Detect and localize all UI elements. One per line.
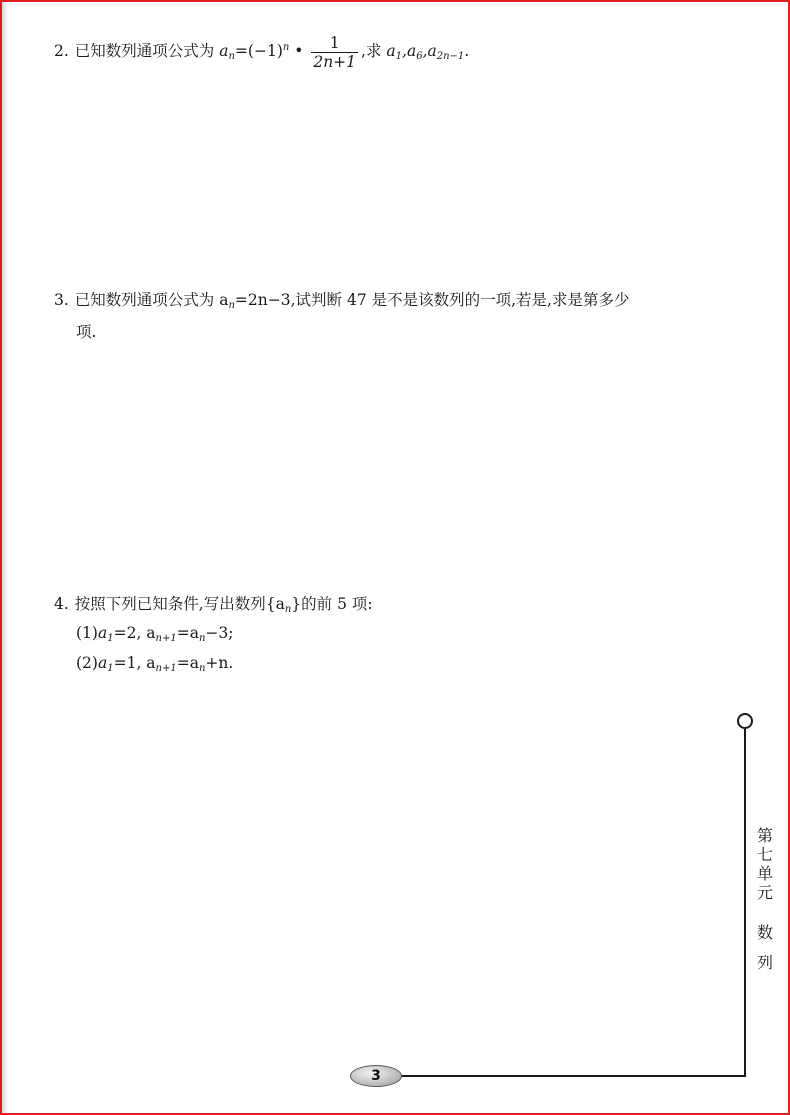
formula-term: −3; bbox=[205, 624, 234, 642]
fraction bbox=[311, 34, 358, 71]
question-text: ,求 bbox=[361, 42, 387, 60]
formula-term: =a bbox=[176, 654, 199, 672]
question-number: 4. bbox=[54, 595, 69, 613]
formula-term: =1, a bbox=[113, 654, 156, 672]
question-3 bbox=[54, 284, 629, 322]
question-text: 项. bbox=[76, 323, 97, 341]
formula-subscript: 1 bbox=[395, 51, 403, 62]
formula-term: ,a bbox=[422, 42, 437, 60]
question-text: }的前 5 项: bbox=[291, 595, 373, 613]
chapter-topic: 数列 bbox=[756, 923, 773, 972]
fraction-numerator: 1 bbox=[311, 34, 358, 53]
question-4-part-2 bbox=[76, 654, 233, 674]
question-4 bbox=[54, 588, 373, 626]
formula-exponent: n bbox=[282, 42, 290, 53]
question-text: 已知数列通项公式为 bbox=[74, 42, 220, 60]
formula-term: =(−1) bbox=[234, 42, 283, 60]
fraction-denominator: 2n+1 bbox=[313, 52, 357, 71]
question-3-line-2 bbox=[76, 316, 96, 348]
formula-term: =a bbox=[176, 624, 199, 642]
formula-subscript: n+1 bbox=[155, 633, 177, 644]
question-number: 3. bbox=[54, 291, 69, 309]
question-number: 2. bbox=[54, 42, 69, 60]
chapter-marker-circle bbox=[737, 713, 753, 729]
formula-term: ,a bbox=[402, 42, 417, 60]
formula-term: =2, a bbox=[113, 624, 156, 642]
formula-subscript: 1 bbox=[107, 633, 114, 644]
formula-term: a bbox=[219, 42, 229, 60]
formula-subscript: n bbox=[228, 51, 235, 62]
formula-term: a bbox=[97, 624, 108, 642]
formula-subscript: n bbox=[198, 663, 206, 674]
part-label: (2) bbox=[76, 654, 98, 672]
question-2 bbox=[54, 32, 469, 73]
part-label: (1) bbox=[76, 624, 98, 642]
formula-subscript: 6 bbox=[416, 51, 423, 62]
formula-term: +n. bbox=[205, 654, 234, 672]
formula-subscript: n bbox=[198, 633, 206, 644]
formula-dot: • bbox=[289, 42, 309, 60]
formula-subscript: n+1 bbox=[155, 663, 177, 674]
formula-term: . bbox=[464, 42, 470, 60]
formula-term: a bbox=[97, 654, 108, 672]
formula-subscript: 1 bbox=[107, 663, 114, 674]
page-number: 3 bbox=[350, 1065, 402, 1087]
question-text: 已知数列通项公式为 a bbox=[74, 291, 229, 309]
question-text: 按照下列已知条件,写出数列{a bbox=[74, 595, 285, 613]
formula-subscript: 2n−1 bbox=[436, 51, 465, 62]
question-text: =2n−3,试判断 47 是不是该数列的一项,若是,求是第多少 bbox=[234, 291, 630, 309]
formula-subscript: n bbox=[228, 300, 235, 311]
question-4-part-1 bbox=[76, 624, 234, 644]
formula-subscript: n bbox=[284, 604, 292, 615]
chapter-title: 第七单元 bbox=[756, 826, 773, 902]
footer-line bbox=[398, 1075, 746, 1077]
formula-term: a bbox=[386, 42, 396, 60]
chapter-marker-line bbox=[744, 729, 746, 1077]
